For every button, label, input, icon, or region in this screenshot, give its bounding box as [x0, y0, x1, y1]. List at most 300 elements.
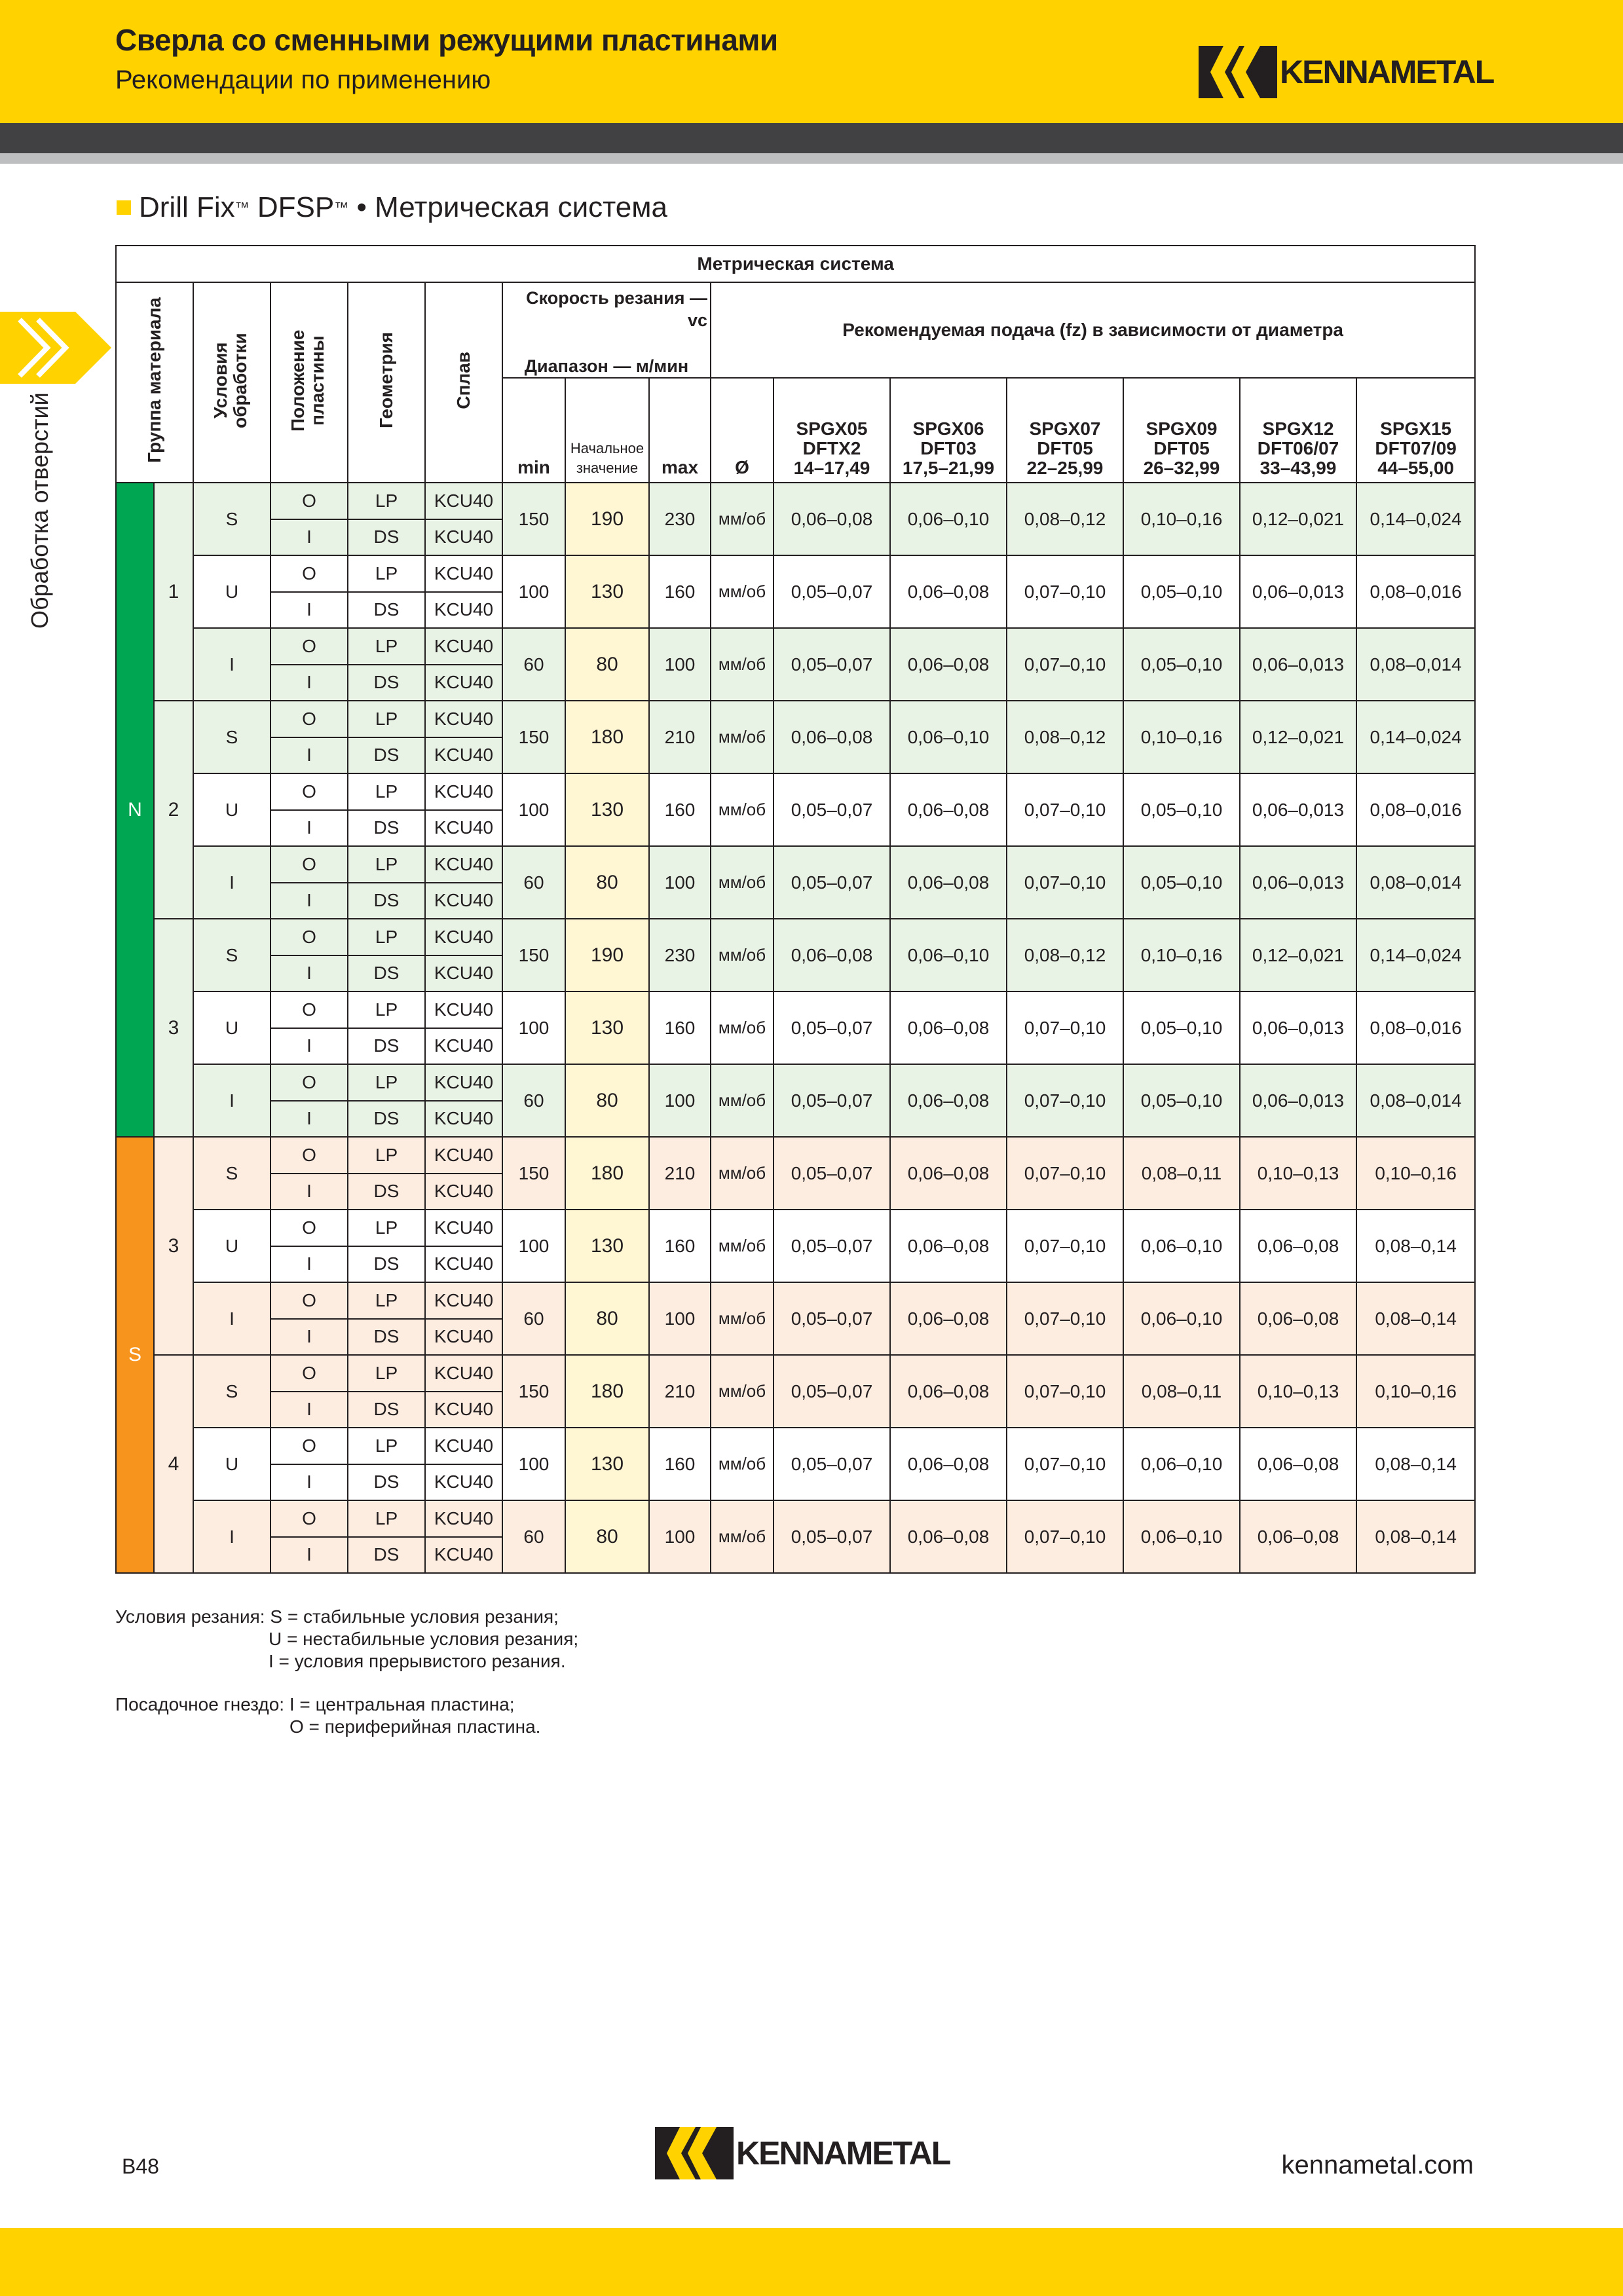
feed-cell: 0,06–0,08 — [890, 846, 1007, 919]
table-row — [116, 991, 1475, 1028]
feed-cell: 0,07–0,10 — [1007, 1355, 1123, 1428]
speed-min-cell: 150 — [502, 1137, 565, 1210]
position-cell: O — [270, 1282, 348, 1319]
speed-start-cell: 190 — [565, 919, 649, 991]
geometry-cell: DS — [348, 1392, 425, 1428]
grade-cell: KCU40 — [425, 1028, 502, 1065]
geometry-cell: LP — [348, 1064, 425, 1101]
feed-cell: 0,07–0,10 — [1007, 1064, 1123, 1137]
speed-min-cell: 100 — [502, 555, 565, 628]
feed-cell: 0,06–0,10 — [890, 701, 1007, 773]
table-row — [116, 1355, 1475, 1392]
position-cell: I — [270, 883, 348, 919]
table-row — [116, 1137, 1475, 1174]
grade-cell: KCU40 — [425, 1319, 502, 1356]
feed-cell: 0,06–0,013 — [1240, 773, 1356, 846]
speed-max-cell: 100 — [649, 1500, 711, 1573]
speed-min-cell: 60 — [502, 1500, 565, 1573]
col-position: Положение пластины — [270, 282, 348, 483]
feed-cell: 0,08–0,14 — [1356, 1210, 1475, 1282]
kennametal-logo — [1199, 46, 1493, 98]
table-caption: Метрическая система — [116, 246, 1475, 282]
feed-cell: 0,12–0,021 — [1240, 919, 1356, 991]
speed-start-cell: 180 — [565, 1137, 649, 1210]
feed-cell: 0,06–0,08 — [890, 773, 1007, 846]
position-cell: O — [270, 483, 348, 519]
grade-cell: KCU40 — [425, 1210, 502, 1246]
position-cell: I — [270, 1246, 348, 1283]
position-cell: I — [270, 1174, 348, 1210]
feed-cell: 0,07–0,10 — [1007, 1210, 1123, 1282]
speed-max-cell: 160 — [649, 991, 711, 1064]
feed-cell: 0,05–0,07 — [774, 1210, 890, 1282]
grade-cell: KCU40 — [425, 1392, 502, 1428]
table-row — [116, 1282, 1475, 1319]
feed-cell: 0,10–0,16 — [1356, 1137, 1475, 1210]
feed-cell: 0,07–0,10 — [1007, 846, 1123, 919]
note-cutting-line-0: Условия резания: S = стабильные условия резания; — [115, 1606, 559, 1627]
geometry-cell: LP — [348, 1355, 425, 1392]
position-cell: I — [270, 1464, 348, 1501]
feed-cell: 0,07–0,10 — [1007, 1137, 1123, 1210]
feed-cell: 0,06–0,08 — [1240, 1210, 1356, 1282]
feed-cell: 0,05–0,10 — [1123, 1064, 1240, 1137]
speed-start-cell: 80 — [565, 628, 649, 701]
geometry-cell: LP — [348, 919, 425, 955]
header-band-dark — [0, 123, 1623, 153]
unit-cell: мм/об — [711, 1355, 774, 1428]
feed-cell: 0,08–0,014 — [1356, 846, 1475, 919]
feed-cell: 0,08–0,12 — [1007, 919, 1123, 991]
feed-cell: 0,06–0,10 — [890, 919, 1007, 991]
feed-cell: 0,05–0,07 — [774, 991, 890, 1064]
unit-cell: мм/об — [711, 701, 774, 773]
table-row — [116, 555, 1475, 592]
grade-cell: KCU40 — [425, 1282, 502, 1319]
feed-cell: 0,06–0,10 — [1123, 1500, 1240, 1573]
condition-cell: U — [193, 773, 270, 846]
feed-cell: 0,06–0,08 — [1240, 1428, 1356, 1500]
grade-cell: KCU40 — [425, 628, 502, 665]
geometry-cell: LP — [348, 846, 425, 883]
grade-cell: KCU40 — [425, 1537, 502, 1574]
feed-cell: 0,08–0,11 — [1123, 1137, 1240, 1210]
feed-cell: 0,06–0,08 — [774, 483, 890, 555]
geometry-cell: DS — [348, 737, 425, 774]
grade-cell: KCU40 — [425, 592, 502, 629]
speed-max-cell: 160 — [649, 1428, 711, 1500]
unit-cell: мм/об — [711, 991, 774, 1064]
feed-cell: 0,07–0,10 — [1007, 991, 1123, 1064]
speed-start-cell: 180 — [565, 701, 649, 773]
feed-cell: 0,10–0,13 — [1240, 1137, 1356, 1210]
geometry-cell: DS — [348, 883, 425, 919]
position-cell: I — [270, 1319, 348, 1356]
feed-cell: 0,10–0,16 — [1123, 701, 1240, 773]
position-cell: I — [270, 1101, 348, 1138]
position-cell: O — [270, 1064, 348, 1101]
geometry-cell: LP — [348, 1500, 425, 1537]
feed-cell: 0,06–0,08 — [1240, 1500, 1356, 1573]
feed-cell: 0,10–0,16 — [1123, 483, 1240, 555]
position-cell: I — [270, 519, 348, 556]
feed-cell: 0,07–0,10 — [1007, 1282, 1123, 1355]
geometry-cell: DS — [348, 1101, 425, 1138]
unit-cell: мм/об — [711, 773, 774, 846]
grade-cell: KCU40 — [425, 955, 502, 992]
note-pocket-line-0: Посадочное гнездо: I = центральная пластина; — [115, 1694, 515, 1714]
feed-cell: 0,10–0,16 — [1123, 919, 1240, 991]
unit-cell: мм/об — [711, 919, 774, 991]
geometry-cell: LP — [348, 991, 425, 1028]
geometry-cell: DS — [348, 810, 425, 847]
logo-text-footer: KENNAMETAL — [736, 2135, 950, 2172]
condition-cell: U — [193, 1428, 270, 1500]
geometry-cell: LP — [348, 1210, 425, 1246]
feed-cell: 0,06–0,08 — [890, 1210, 1007, 1282]
feed-cell: 0,06–0,013 — [1240, 555, 1356, 628]
speed-start-cell: 130 — [565, 1428, 649, 1500]
speed-min-cell: 150 — [502, 919, 565, 991]
speed-min-cell: 60 — [502, 1064, 565, 1137]
table-row — [116, 701, 1475, 737]
dia-col-1: SPGX06 DFT03 17,5–21,99 — [890, 378, 1007, 483]
feed-cell: 0,06–0,10 — [890, 483, 1007, 555]
note-cutting-line-1: U = нестабильные условия резания; — [269, 1629, 579, 1649]
speed-min-cell: 100 — [502, 1210, 565, 1282]
unit-cell: мм/об — [711, 1500, 774, 1573]
feed-cell: 0,06–0,08 — [890, 1428, 1007, 1500]
table-row — [116, 1500, 1475, 1537]
feed-cell: 0,06–0,013 — [1240, 1064, 1356, 1137]
grade-cell: KCU40 — [425, 519, 502, 556]
grade-cell: KCU40 — [425, 665, 502, 701]
footer-band — [0, 2228, 1623, 2296]
feed-cell: 0,05–0,07 — [774, 1137, 890, 1210]
geometry-cell: DS — [348, 1537, 425, 1574]
grade-cell: KCU40 — [425, 1355, 502, 1392]
feed-cell: 0,14–0,024 — [1356, 919, 1475, 991]
speed-max-cell: 160 — [649, 773, 711, 846]
grade-cell: KCU40 — [425, 1101, 502, 1138]
website-link[interactable]: kennametal.com — [1281, 2151, 1474, 2179]
position-cell: O — [270, 701, 348, 737]
col-material-group: Группа материала — [116, 282, 193, 483]
speed-start-cell: 130 — [565, 773, 649, 846]
dia-col-3: SPGX09 DFT05 26–32,99 — [1123, 378, 1240, 483]
feed-cell: 0,05–0,10 — [1123, 555, 1240, 628]
table-body — [116, 483, 1475, 1573]
grade-cell: KCU40 — [425, 1174, 502, 1210]
grade-cell: KCU40 — [425, 1500, 502, 1537]
feed-cell: 0,08–0,016 — [1356, 773, 1475, 846]
unit-cell: мм/об — [711, 1428, 774, 1500]
position-cell: I — [270, 955, 348, 992]
condition-cell: I — [193, 846, 270, 919]
speed-min-cell: 100 — [502, 1428, 565, 1500]
condition-cell: S — [193, 701, 270, 773]
position-cell: O — [270, 1210, 348, 1246]
table-row — [116, 483, 1475, 519]
position-cell: I — [270, 737, 348, 774]
position-cell: O — [270, 773, 348, 810]
feed-cell: 0,06–0,08 — [774, 701, 890, 773]
grade-cell: KCU40 — [425, 1137, 502, 1174]
speed-max-cell: 160 — [649, 555, 711, 628]
position-cell: O — [270, 1137, 348, 1174]
speed-min-cell: 100 — [502, 773, 565, 846]
col-geometry: Геометрия — [348, 282, 425, 483]
condition-cell: S — [193, 483, 270, 555]
grade-cell: KCU40 — [425, 991, 502, 1028]
feed-cell: 0,06–0,08 — [890, 555, 1007, 628]
feed-cell: 0,05–0,07 — [774, 1355, 890, 1428]
feed-cell: 0,06–0,08 — [890, 1282, 1007, 1355]
section-title — [117, 191, 667, 224]
position-cell: I — [270, 592, 348, 629]
condition-cell: S — [193, 1137, 270, 1210]
subgroup-cell: 3 — [154, 919, 193, 1137]
speed-max-cell: 100 — [649, 628, 711, 701]
position-cell: O — [270, 846, 348, 883]
page-number: B48 — [122, 2155, 159, 2178]
table-row — [116, 1064, 1475, 1101]
tm-mark-2: ™ — [334, 199, 349, 215]
subgroup-cell: 2 — [154, 701, 193, 919]
col-dia: Ø — [711, 378, 774, 483]
feed-cell: 0,12–0,021 — [1240, 701, 1356, 773]
dia-col-0: SPGX05 DFTX2 14–17,49 — [774, 378, 890, 483]
geometry-cell: LP — [348, 1282, 425, 1319]
speed-max-cell: 100 — [649, 1064, 711, 1137]
feed-cell: 0,07–0,10 — [1007, 555, 1123, 628]
grade-cell: KCU40 — [425, 1246, 502, 1283]
feed-cell: 0,10–0,13 — [1240, 1355, 1356, 1428]
feed-cell: 0,05–0,07 — [774, 1282, 890, 1355]
speed-max-cell: 210 — [649, 701, 711, 773]
speed-min-cell: 60 — [502, 1282, 565, 1355]
feed-cell: 0,08–0,016 — [1356, 555, 1475, 628]
geometry-cell: DS — [348, 519, 425, 556]
speed-max-cell: 100 — [649, 846, 711, 919]
unit-cell: мм/об — [711, 1064, 774, 1137]
feed-cell: 0,07–0,10 — [1007, 1428, 1123, 1500]
feed-cell: 0,06–0,10 — [1123, 1210, 1240, 1282]
geometry-cell: LP — [348, 628, 425, 665]
grade-cell: KCU40 — [425, 737, 502, 774]
speed-max-cell: 210 — [649, 1355, 711, 1428]
grade-cell: KCU40 — [425, 483, 502, 519]
condition-cell: I — [193, 628, 270, 701]
feed-cell: 0,06–0,08 — [890, 991, 1007, 1064]
speed-max-cell: 160 — [649, 1210, 711, 1282]
position-cell: I — [270, 1028, 348, 1065]
speed-start-cell: 80 — [565, 1064, 649, 1137]
geometry-cell: LP — [348, 1428, 425, 1464]
speed-min-cell: 150 — [502, 701, 565, 773]
feed-cell: 0,07–0,10 — [1007, 1500, 1123, 1573]
tm-mark: ™ — [234, 199, 250, 215]
feed-cell: 0,14–0,024 — [1356, 483, 1475, 555]
feed-cell: 0,08–0,14 — [1356, 1282, 1475, 1355]
feed-cell: 0,05–0,10 — [1123, 846, 1240, 919]
feed-cell: 0,05–0,10 — [1123, 991, 1240, 1064]
col-feed: Рекомендуемая подача (fz) в зависимости от диаметра — [711, 282, 1475, 378]
notes — [115, 1606, 578, 1738]
geometry-cell: DS — [348, 1246, 425, 1283]
kennametal-k-icon-footer — [655, 2127, 734, 2179]
condition-cell: U — [193, 991, 270, 1064]
unit-cell: мм/об — [711, 628, 774, 701]
col-speed: Скорость резания — vc Диапазон — м/мин — [502, 282, 711, 378]
grade-cell: KCU40 — [425, 1428, 502, 1464]
speed-start-cell: 80 — [565, 846, 649, 919]
feed-cell: 0,05–0,07 — [774, 773, 890, 846]
table-row — [116, 773, 1475, 810]
geometry-cell: DS — [348, 1464, 425, 1501]
feed-cell: 0,06–0,08 — [890, 1500, 1007, 1573]
side-section-label: Обработка отверстий — [26, 392, 53, 629]
material-group-cell: N — [116, 483, 154, 1137]
speed-min-cell: 150 — [502, 483, 565, 555]
square-bullet-icon — [117, 200, 131, 215]
condition-cell: S — [193, 1355, 270, 1428]
feed-cell: 0,05–0,07 — [774, 555, 890, 628]
speed-start-cell: 80 — [565, 1500, 649, 1573]
feed-cell: 0,06–0,08 — [890, 628, 1007, 701]
dia-col-4: SPGX12 DFT06/07 33–43,99 — [1240, 378, 1356, 483]
geometry-cell: DS — [348, 1028, 425, 1065]
recommendation-table — [115, 245, 1476, 1574]
speed-max-cell: 230 — [649, 483, 711, 555]
speed-min-cell: 60 — [502, 846, 565, 919]
title-suffix: • Метрическая система — [348, 191, 667, 223]
feed-cell: 0,06–0,08 — [774, 919, 890, 991]
grade-cell: KCU40 — [425, 810, 502, 847]
feed-cell: 0,08–0,014 — [1356, 1064, 1475, 1137]
condition-cell: I — [193, 1500, 270, 1573]
speed-start-cell: 130 — [565, 1210, 649, 1282]
chevron-tab-icon — [0, 312, 111, 384]
speed-min-cell: 60 — [502, 628, 565, 701]
logo-text: KENNAMETAL — [1280, 54, 1494, 90]
feed-cell: 0,08–0,11 — [1123, 1355, 1240, 1428]
feed-cell: 0,07–0,10 — [1007, 773, 1123, 846]
header-title: Сверла со сменными режущими пластинами — [115, 23, 778, 57]
subgroup-cell: 4 — [154, 1355, 193, 1573]
col-start: Начальное значение — [565, 378, 649, 483]
feed-cell: 0,06–0,013 — [1240, 991, 1356, 1064]
header-subtitle: Рекомендации по применению — [115, 65, 491, 94]
speed-start-cell: 180 — [565, 1355, 649, 1428]
feed-cell: 0,14–0,024 — [1356, 701, 1475, 773]
position-cell: O — [270, 628, 348, 665]
position-cell: O — [270, 991, 348, 1028]
feed-cell: 0,07–0,10 — [1007, 628, 1123, 701]
geometry-cell: LP — [348, 773, 425, 810]
geometry-cell: LP — [348, 701, 425, 737]
speed-start-cell: 130 — [565, 555, 649, 628]
speed-max-cell: 210 — [649, 1137, 711, 1210]
feed-cell: 0,05–0,07 — [774, 846, 890, 919]
geometry-cell: DS — [348, 955, 425, 992]
geometry-cell: DS — [348, 1319, 425, 1356]
condition-cell: I — [193, 1282, 270, 1355]
grade-cell: KCU40 — [425, 846, 502, 883]
speed-max-cell: 230 — [649, 919, 711, 991]
geometry-cell: DS — [348, 665, 425, 701]
condition-cell: I — [193, 1064, 270, 1137]
feed-cell: 0,06–0,08 — [890, 1355, 1007, 1428]
speed-min-cell: 150 — [502, 1355, 565, 1428]
condition-cell: U — [193, 555, 270, 628]
table-row — [116, 1210, 1475, 1246]
feed-cell: 0,06–0,10 — [1123, 1282, 1240, 1355]
feed-cell: 0,06–0,10 — [1123, 1428, 1240, 1500]
feed-cell: 0,10–0,16 — [1356, 1355, 1475, 1428]
col-min: min — [502, 378, 565, 483]
col-max: max — [649, 378, 711, 483]
unit-cell: мм/об — [711, 1210, 774, 1282]
unit-cell: мм/об — [711, 555, 774, 628]
condition-cell: U — [193, 1210, 270, 1282]
condition-cell: S — [193, 919, 270, 991]
feed-cell: 0,08–0,016 — [1356, 991, 1475, 1064]
note-pocket-line-1: O = периферийная пластина. — [289, 1716, 541, 1737]
speed-min-cell: 100 — [502, 991, 565, 1064]
feed-cell: 0,06–0,08 — [890, 1137, 1007, 1210]
speed-max-cell: 100 — [649, 1282, 711, 1355]
table-row — [116, 919, 1475, 955]
grade-cell: KCU40 — [425, 555, 502, 592]
geometry-cell: LP — [348, 483, 425, 519]
table-row — [116, 1428, 1475, 1464]
grade-cell: KCU40 — [425, 701, 502, 737]
dia-col-2: SPGX07 DFT05 22–25,99 — [1007, 378, 1123, 483]
kennametal-logo-footer — [655, 2127, 950, 2179]
position-cell: I — [270, 1392, 348, 1428]
table-row — [116, 628, 1475, 665]
feed-cell: 0,08–0,12 — [1007, 483, 1123, 555]
feed-cell: 0,06–0,08 — [890, 1064, 1007, 1137]
dia-col-5: SPGX15 DFT07/09 44–55,00 — [1356, 378, 1475, 483]
feed-cell: 0,05–0,07 — [774, 628, 890, 701]
position-cell: O — [270, 919, 348, 955]
grade-cell: KCU40 — [425, 883, 502, 919]
feed-cell: 0,06–0,08 — [1240, 1282, 1356, 1355]
grade-cell: KCU40 — [425, 1464, 502, 1501]
feed-cell: 0,08–0,14 — [1356, 1500, 1475, 1573]
feed-cell: 0,05–0,07 — [774, 1500, 890, 1573]
geometry-cell: DS — [348, 592, 425, 629]
subgroup-cell: 1 — [154, 483, 193, 701]
feed-cell: 0,06–0,013 — [1240, 846, 1356, 919]
unit-cell: мм/об — [711, 846, 774, 919]
unit-cell: мм/об — [711, 1282, 774, 1355]
kennametal-k-icon — [1199, 46, 1277, 98]
position-cell: I — [270, 665, 348, 701]
col-conditions: Условия обработки — [193, 282, 270, 483]
geometry-cell: LP — [348, 1137, 425, 1174]
position-cell: I — [270, 810, 348, 847]
geometry-cell: LP — [348, 555, 425, 592]
note-cutting-line-2: I = условия прерывистого резания. — [269, 1651, 566, 1671]
feed-cell: 0,08–0,12 — [1007, 701, 1123, 773]
feed-cell: 0,06–0,013 — [1240, 628, 1356, 701]
feed-cell: 0,05–0,07 — [774, 1428, 890, 1500]
page-header — [0, 0, 1623, 123]
position-cell: I — [270, 1537, 348, 1574]
